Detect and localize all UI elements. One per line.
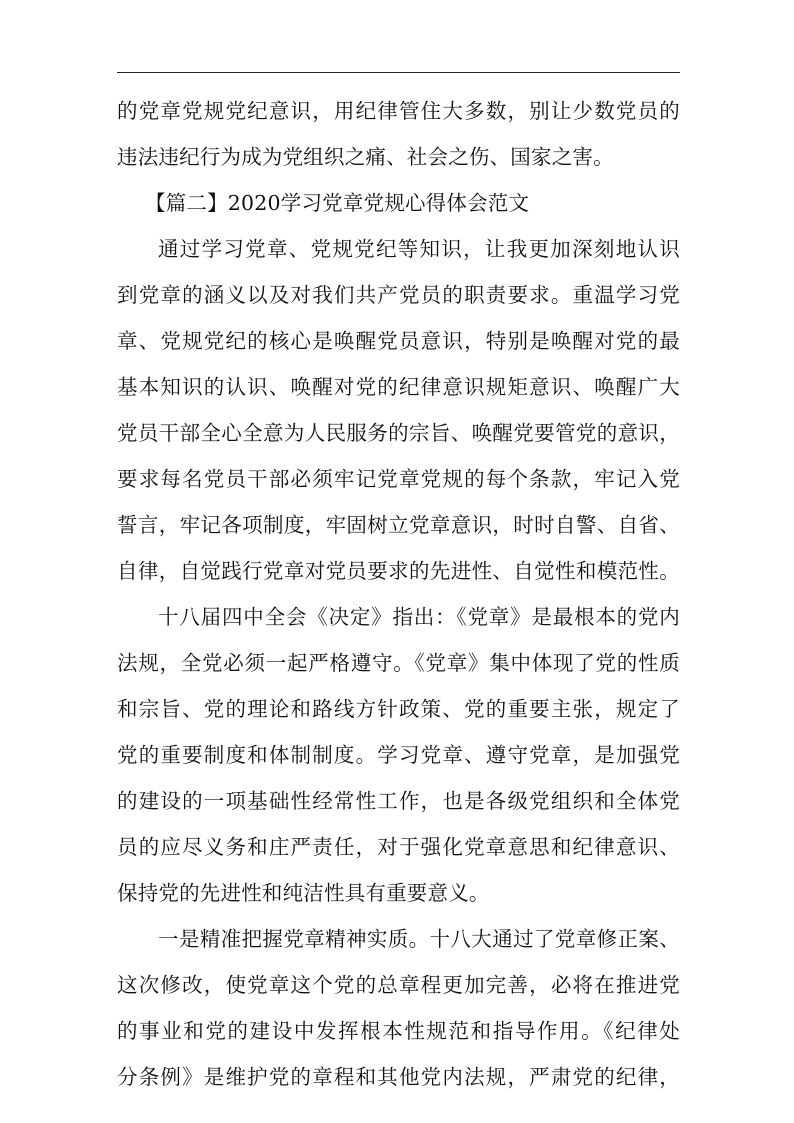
text-line: 一是精准把握党章精神实质。十八大通过了党章修正案、 xyxy=(158,927,680,951)
text-line: 的建设的一项基础性经常性工作，也是各级党组织和全体党 xyxy=(117,789,680,813)
header-rule xyxy=(117,72,680,73)
text-line: 通过学习党章、党规党纪等知识，让我更加深刻地认识 xyxy=(158,237,680,261)
text-line: 党员干部全心全意为人民服务的宗旨、唤醒党要管党的意识， xyxy=(117,421,680,445)
text-line: 到党章的涵义以及对我们共产党员的职责要求。重温学习党 xyxy=(117,283,680,307)
text-line: 基本知识的认识、唤醒对党的纪律意识规矩意识、唤醒广大 xyxy=(117,375,680,399)
text-line: 党的重要制度和体制制度。学习党章、遵守党章，是加强党 xyxy=(117,743,680,767)
text-line: 的事业和党的建设中发挥根本性规范和指导作用。《纪律处 xyxy=(117,1019,680,1043)
section-heading: 【篇二】2020学习党章党规心得体会范文 xyxy=(145,191,530,215)
text-line: 法规，全党必须一起严格遵守。《党章》集中体现了党的性质 xyxy=(117,651,680,675)
text-line: 和宗旨、党的理论和路线方针政策、党的重要主张，规定了 xyxy=(117,697,680,721)
text-line: 十八届四中全会《决定》指出：《党章》是最根本的党内 xyxy=(158,605,680,629)
text-line: 的党章党规党纪意识，用纪律管住大多数，别让少数党员的 xyxy=(117,99,680,123)
text-line: 保持党的先进性和纯洁性具有重要意义。 xyxy=(117,881,490,905)
text-line: 誓言，牢记各项制度，牢固树立党章意识，时时自警、自省、 xyxy=(117,513,680,537)
text-line: 违法违纪行为成为党组织之痛、社会之伤、国家之害。 xyxy=(117,145,614,169)
text-line: 要求每名党员干部必须牢记党章党规的每个条款，牢记入党 xyxy=(117,467,680,491)
text-line: 章、党规党纪的核心是唤醒党员意识，特别是唤醒对党的最 xyxy=(117,329,680,353)
text-line: 自律，自觉践行党章对党员要求的先进性、自觉性和模范性。 xyxy=(117,559,680,583)
text-line: 这次修改，使党章这个党的总章程更加完善，必将在推进党 xyxy=(117,973,680,997)
text-line: 分条例》是维护党的章程和其他党内法规，严肃党的纪律， xyxy=(117,1065,680,1089)
text-line: 员的应尽义务和庄严责任，对于强化党章意思和纪律意识、 xyxy=(117,835,680,859)
